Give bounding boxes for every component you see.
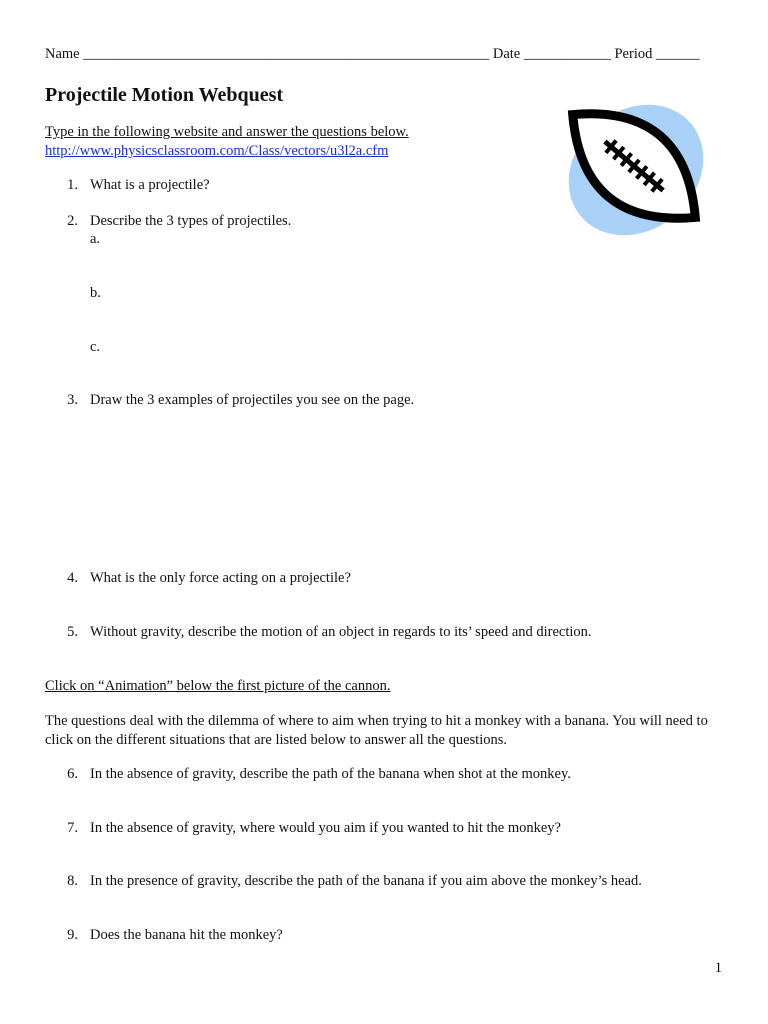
question-text: In the absence of gravity, where would you aim if you wanted to hit the monkey? bbox=[90, 820, 561, 836]
question-number: 2. bbox=[67, 213, 78, 229]
section-paragraph: The questions deal with the dilemma of where to aim when trying to hit a monkey with a banana. You will need to click on the different situations that are listed below to answer all the questions. bbox=[45, 713, 708, 748]
page-number: 1 bbox=[714, 960, 722, 976]
question-number: 1. bbox=[67, 177, 78, 193]
question-text: Draw the 3 examples of projectiles you see on the page. bbox=[90, 392, 415, 408]
section-instruction: Click on “Animation” below the first picture of the cannon. bbox=[45, 678, 391, 694]
header-name-date-period: Name ________________________________________________________ Date ____________ Period ______ bbox=[45, 46, 700, 62]
question-number: 8. bbox=[67, 873, 78, 889]
subitem-label: a. bbox=[90, 231, 101, 247]
question-text: In the presence of gravity, describe the path of the banana if you aim above the monkey’s head. bbox=[90, 873, 642, 889]
question-text: Without gravity, describe the motion of an object in regards to its’ speed and direction. bbox=[90, 624, 592, 640]
page-title: Projectile Motion Webquest bbox=[45, 84, 284, 106]
question-number: 3. bbox=[67, 392, 78, 408]
question-number: 9. bbox=[67, 927, 78, 943]
question-number: 7. bbox=[67, 820, 78, 836]
question-text: Does the banana hit the monkey? bbox=[90, 927, 283, 943]
question-text: What is the only force acting on a projectile? bbox=[90, 570, 351, 586]
question-text: In the absence of gravity, describe the path of the banana when shot at the monkey. bbox=[90, 766, 571, 782]
question-text: Describe the 3 types of projectiles. bbox=[90, 213, 292, 229]
question-text: What is a projectile? bbox=[90, 177, 210, 193]
subitem-label: b. bbox=[90, 285, 101, 301]
website-link[interactable]: http://www.physicsclassroom.com/Class/vectors/u3l2a.cfm bbox=[45, 143, 389, 159]
subitem-label: c. bbox=[90, 339, 101, 355]
question-number: 5. bbox=[67, 624, 78, 640]
football-icon bbox=[548, 90, 718, 250]
question-number: 6. bbox=[67, 766, 78, 782]
intro-instruction: Type in the following website and answer the questions below. bbox=[45, 124, 409, 140]
question-number: 4. bbox=[67, 570, 78, 586]
